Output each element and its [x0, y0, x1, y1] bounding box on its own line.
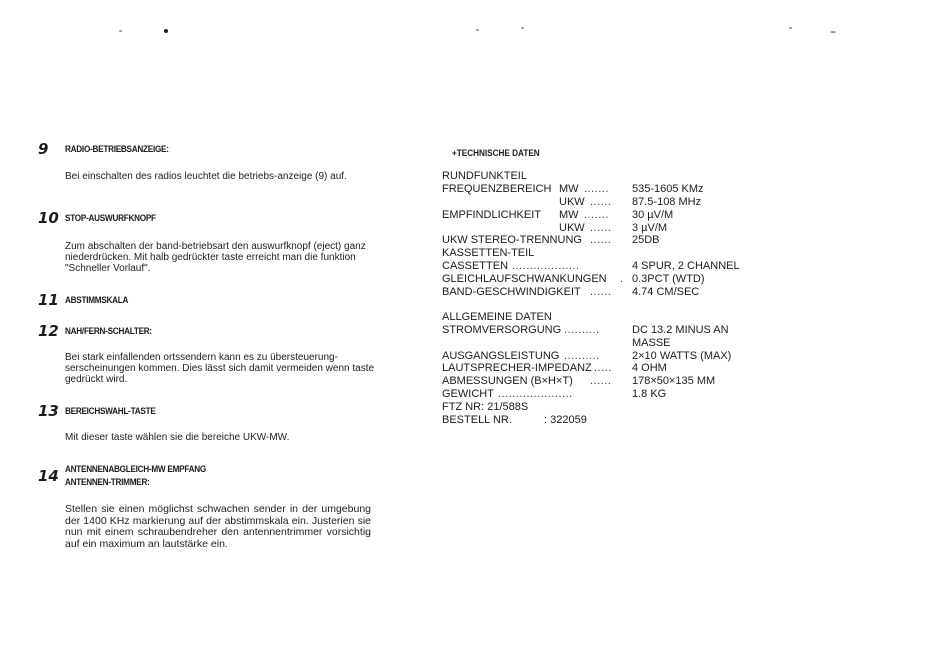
section-heading: STOP-AUSWURFKNOPF [65, 213, 156, 224]
abm-value: 178×50×135 MM [632, 375, 716, 388]
leader-dots: ................... [512, 260, 580, 273]
strom-value-cont: MASSE [632, 336, 671, 349]
scan-speck [521, 27, 524, 29]
leader-dots: .......... [564, 323, 600, 336]
section-10 [38, 209, 378, 289]
section-heading: BEREICHSWAHL-TASTE [65, 406, 156, 417]
leader-dots: ...... [590, 195, 612, 208]
section-number: 11 [38, 291, 59, 309]
tech-data-block [442, 170, 772, 427]
leader-dots: ...... [590, 234, 612, 247]
scan-speck [164, 29, 168, 33]
freq-label: FREQUENZBEREICH [442, 182, 552, 195]
abm-label: ABMESSUNGEN (B×H×T) [442, 375, 573, 388]
empf-label: EMPFINDLICHKEIT [442, 208, 542, 221]
bestell-label: BESTELL NR. [442, 414, 512, 427]
section-heading: RADIO-BETRIEBSANZEIGE: [65, 144, 169, 155]
section-subheading: ANTENNEN-TRIMMER: [65, 477, 150, 488]
section-number: 10 [38, 209, 59, 227]
cassetten-heading: KASSETTEN-TEIL [442, 247, 535, 260]
freq-mw-value: 535-1605 KMz [632, 182, 704, 195]
empf-ukw-sub: UKW [559, 221, 585, 234]
gleich-label: GLEICHLAUFSCHWANKUNGEN [442, 273, 607, 286]
stereo-label: UKW STEREO-TRENNUNG [442, 234, 582, 247]
laut-value: 4 OHM [632, 362, 667, 375]
section-text: Mit dieser taste wählen sie die bereiche UKW-MW. [65, 432, 290, 443]
leader-dots: ..................... [498, 388, 573, 401]
section-number: 9 [38, 140, 49, 158]
leader-dots: ....... [584, 208, 609, 221]
section-text: Bei einschalten des radios leuchtet die betriebs-anzeige (9) auf. [65, 171, 347, 182]
ausgang-label: AUSGANGSLEISTUNG [442, 349, 560, 362]
section-heading: ANTENNENABGLEICH-MW EMPFANG [65, 464, 206, 475]
strom-value: DC 13.2 MINUS AN [632, 323, 729, 336]
allgemein-heading: ALLGEMEINE DATEN [442, 310, 552, 323]
freq-mw-sub: MW [559, 182, 579, 195]
laut-label: LAUTSPRECHER-IMPEDANZ [442, 362, 592, 375]
cass-label: CASSETTEN [442, 260, 509, 273]
section-13 [38, 402, 378, 452]
cass-value: 4 SPUR, 2 CHANNEL [632, 260, 740, 273]
leader-dots: ..... [594, 362, 612, 375]
scan-speck [830, 31, 836, 33]
leader-dots: . [620, 273, 624, 286]
section-9 [38, 140, 378, 200]
ausgang-value: 2×10 WATTS (MAX) [632, 349, 732, 362]
freq-ukw-value: 87.5-108 MHz [632, 195, 702, 208]
leader-dots: ...... [590, 286, 612, 299]
gewicht-value: 1.8 KG [632, 388, 667, 401]
section-12 [38, 322, 378, 392]
scan-speck [119, 30, 122, 32]
empf-ukw-value: 3 µV/M [632, 221, 668, 234]
band-value: 4.74 CM/SEC [632, 286, 700, 299]
section-text: Zum abschalten der band-betriebsart den auswurfknopf (eject) ganz niederdrücken. Mit halb gedrückter taste erreicht man die funktion "Schneller Vorlauf". [65, 241, 366, 274]
leader-dots: ...... [590, 221, 612, 234]
ftz-number: FTZ NR: 21/588S [442, 401, 529, 414]
band-label: BAND-GESCHWINDIGKEIT [442, 286, 581, 299]
freq-ukw-sub: UKW [559, 195, 585, 208]
stereo-value: 25DB [632, 234, 660, 247]
section-heading: ABSTIMMSKALA [65, 295, 129, 306]
leader-dots: ....... [584, 182, 609, 195]
strom-label: STROMVERSORGUNG [442, 323, 562, 336]
section-14 [38, 462, 378, 562]
section-11 [38, 291, 378, 311]
section-text: Stellen sie einen möglichst schwachen sender in der umgebung der 1400 KHz markierung auf der abstimmskala ein. Justerien sie nun mit einem schraubendreher den antennentrimmer vorsichtig auf ein maximum an lautstärke ein. [65, 503, 371, 550]
gleich-value: 0.3PCT (WTD) [632, 273, 705, 286]
section-number: 13 [38, 402, 59, 420]
scan-speck [476, 29, 479, 31]
leader-dots: ...... [590, 375, 612, 388]
tech-title: +TECHNISCHE DATEN [452, 148, 540, 159]
scan-speck [789, 27, 792, 29]
leader-dots: .......... [564, 349, 600, 362]
empf-mw-value: 30 µV/M [632, 208, 674, 221]
gewicht-label: GEWICHT [442, 388, 494, 401]
section-number: 14 [38, 467, 59, 485]
section-text: Bei stark einfallenden ortssendern kann es zu übersteuerung-serscheinungen kommen. Dies lässt sich damit vermeiden wenn taste gedrückt wird. [65, 352, 375, 385]
empf-mw-sub: MW [559, 208, 579, 221]
section-number: 12 [38, 322, 59, 340]
bestell-value: : 322059 [544, 414, 587, 427]
section-heading: NAH/FERN-SCHALTER: [65, 326, 152, 337]
rundfunk-heading: RUNDFUNKTEIL [442, 170, 527, 182]
